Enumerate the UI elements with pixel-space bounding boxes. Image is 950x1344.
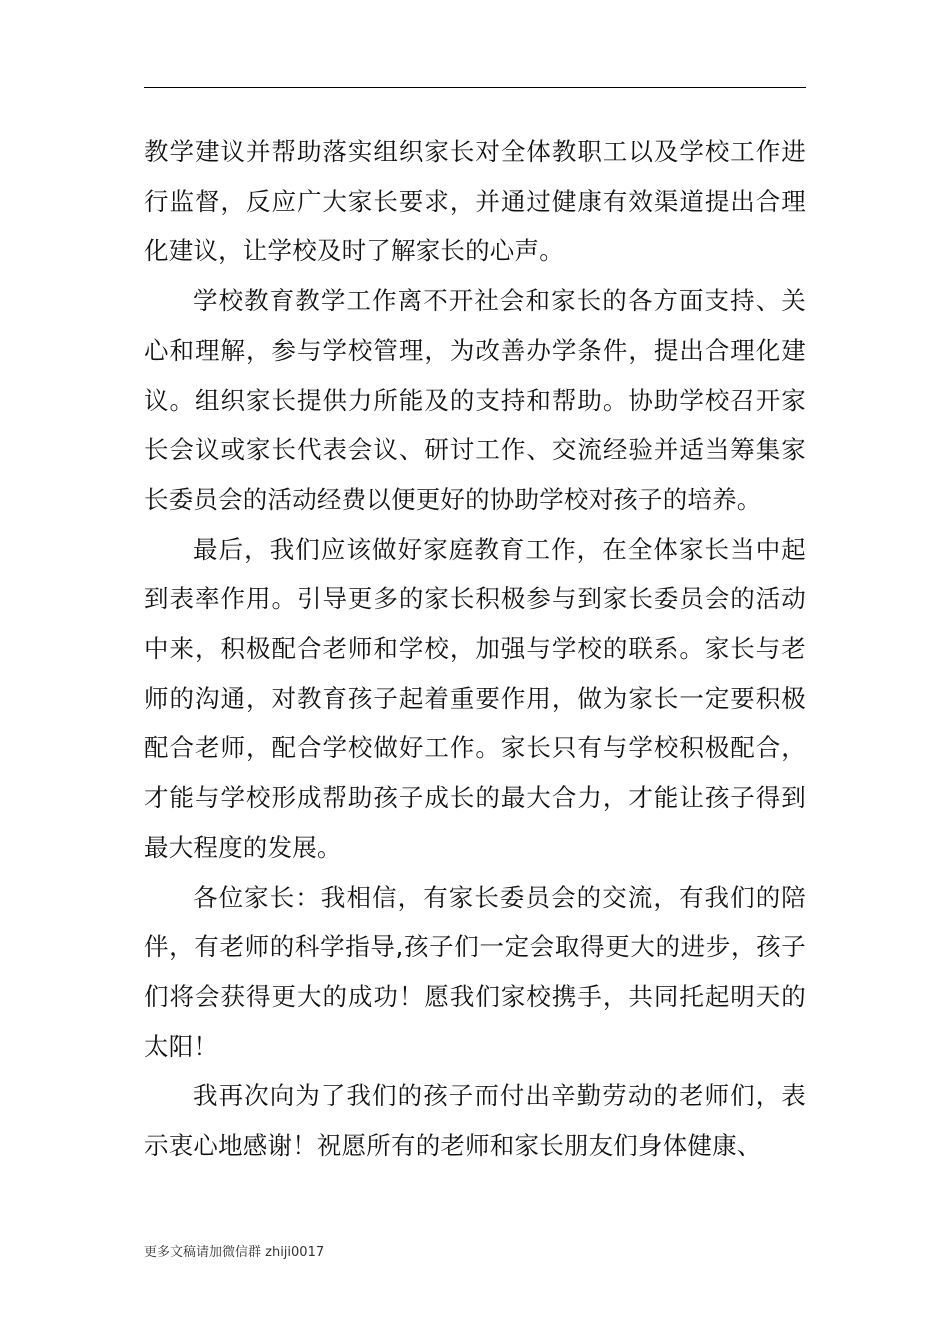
paragraph-2: 学校教育教学工作离不开社会和家长的各方面支持、关心和理解，参与学校管理，为改善办学条件，提出合理化建议。组织家长提供力所能及的支持和帮助。协助学校召开家长会议或家长代表会议、研讨工作、交流经验并适当筹集家长委员会的活动经费以便更好的协助学校对孩子的培养。 <box>144 286 806 514</box>
paragraph-4: 各位家长：我相信，有家长委员会的交流，有我们的陪伴，有老师的科学指导,孩子们一定会取得更大的进步，孩子们将会获得更大的成功！愿我们家校携手，共同托起明天的太阳！ <box>144 882 806 1061</box>
paragraph-5: 我再次向为了我们的孩子而付出辛勤劳动的老师们，表示衷心地感谢！祝愿所有的老师和家长朋友们身体健康、 <box>144 1081 806 1161</box>
header-rule <box>144 87 806 88</box>
paragraph-1: 教学建议并帮助落实组织家长对全体教职工以及学校工作进行监督，反应广大家长要求，并通过健康有效渠道提出合理化建议，让学校及时了解家长的心声。 <box>144 137 806 266</box>
page-footer: 更多文稿请加微信群 zhiji0017 <box>144 1245 325 1260</box>
paragraph-3: 最后，我们应该做好家庭教育工作，在全体家长当中起到表率作用。引导更多的家长积极参与到家长委员会的活动中来，积极配合老师和学校，加强与学校的联系。家长与老师的沟通，对教育孩子起着重要作用，做为家长一定要积极配合老师，配合学校做好工作。家长只有与学校积极配合，才能与学校形成帮助孩子成长的最大合力，才能让孩子得到最大程度的发展。 <box>144 534 806 862</box>
document-body <box>144 127 806 1171</box>
